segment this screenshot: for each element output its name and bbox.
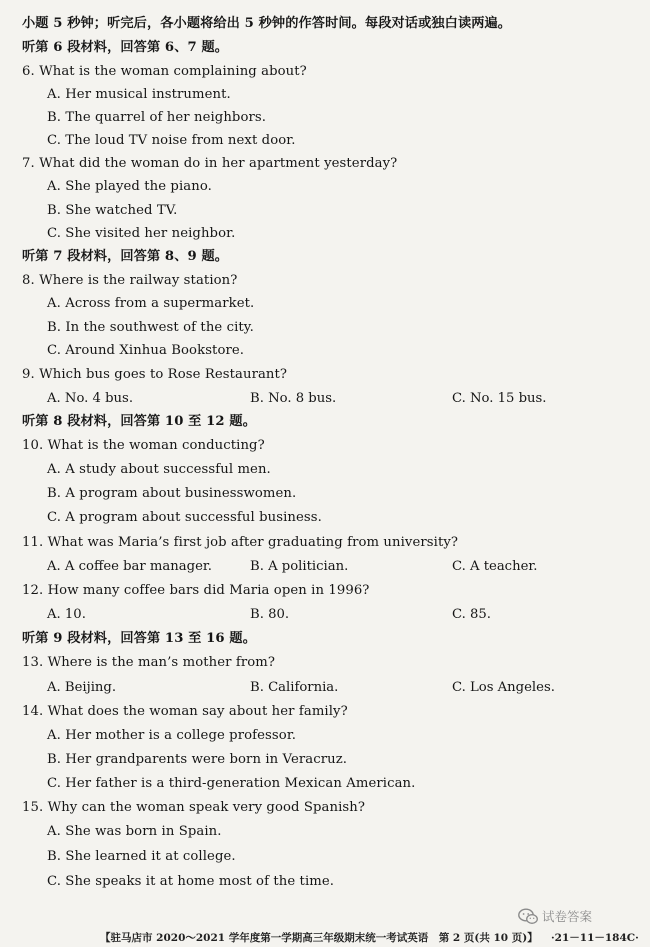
q13-option-b: B. California. bbox=[250, 680, 339, 695]
q9-option-a: A. No. 4 bus. bbox=[47, 391, 134, 406]
q13-option-a: A. Beijing. bbox=[47, 680, 117, 695]
q14-option-a: A. Her mother is a college professor. bbox=[47, 728, 297, 743]
q7-option-b: B. She watched TV. bbox=[47, 203, 178, 218]
question-11: 11. What was Maria’s first job after graduating from university? bbox=[22, 535, 459, 550]
q12-option-c: C. 85. bbox=[452, 607, 491, 622]
q11-option-c: C. A teacher. bbox=[452, 559, 538, 574]
q15-option-a: A. She was born in Spain. bbox=[47, 824, 222, 839]
q15-option-c: C. She speaks it at home most of the time. bbox=[47, 874, 335, 889]
question-12: 12. How many coffee bars did Maria open in 1996? bbox=[22, 583, 370, 598]
q8-option-a: A. Across from a supermarket. bbox=[47, 296, 255, 311]
question-8: 8. Where is the railway station? bbox=[22, 273, 238, 288]
q12-option-b: B. 80. bbox=[250, 607, 290, 622]
q8-option-c: C. Around Xinhua Bookstore. bbox=[47, 343, 245, 358]
q10-option-c: C. A program about successful business. bbox=[47, 510, 322, 525]
q7-option-a: A. She played the piano. bbox=[47, 179, 212, 194]
q15-option-b: B. She learned it at college. bbox=[47, 849, 236, 864]
question-7: 7. What did the woman do in her apartment yesterday? bbox=[22, 156, 398, 171]
question-14: 14. What does the woman say about her family? bbox=[22, 704, 348, 719]
question-6: 6. What is the woman complaining about? bbox=[22, 64, 307, 79]
wechat-icon bbox=[518, 908, 538, 925]
intro-line: 小题 5 秒钟；听完后，各小题将给出 5 秒钟的作答时间。每段对话或独白读两遍。 bbox=[22, 16, 512, 31]
page-footer bbox=[0, 926, 650, 947]
section-heading-9: 听第 9 段材料，回答第 13 至 16 题。 bbox=[22, 631, 256, 646]
question-15: 15. Why can the woman speak very good Spanish? bbox=[22, 800, 366, 815]
q9-option-c: C. No. 15 bus. bbox=[452, 391, 547, 406]
q14-option-b: B. Her grandparents were born in Veracruz. bbox=[47, 752, 348, 767]
q10-option-b: B. A program about businesswomen. bbox=[47, 486, 297, 501]
q6-option-c: C. The loud TV noise from next door. bbox=[47, 133, 296, 148]
q9-option-b: B. No. 8 bus. bbox=[250, 391, 337, 406]
q6-option-a: A. Her musical instrument. bbox=[47, 87, 231, 102]
q11-option-a: A. A coffee bar manager. bbox=[47, 559, 212, 574]
q14-option-c: C. Her father is a third-generation Mexican American. bbox=[47, 776, 416, 791]
q7-option-c: C. She visited her neighbor. bbox=[47, 226, 236, 241]
question-9: 9. Which bus goes to Rose Restaurant? bbox=[22, 367, 288, 382]
question-10: 10. What is the woman conducting? bbox=[22, 438, 265, 453]
footer-code: ·21－11－184C· bbox=[551, 932, 639, 944]
q10-option-a: A. A study about successful men. bbox=[47, 462, 271, 477]
q12-option-a: A. 10. bbox=[47, 607, 86, 622]
watermark bbox=[518, 905, 592, 927]
q11-option-b: B. A politician. bbox=[250, 559, 349, 574]
section-heading-6: 听第 6 段材料，回答第 6、7 题。 bbox=[22, 40, 229, 55]
watermark-text: 试卷答案 bbox=[542, 909, 593, 924]
section-heading-7: 听第 7 段材料，回答第 8、9 题。 bbox=[22, 249, 229, 264]
q6-option-b: B. The quarrel of her neighbors. bbox=[47, 110, 267, 125]
q13-option-c: C. Los Angeles. bbox=[452, 680, 555, 695]
question-13: 13. Where is the man’s mother from? bbox=[22, 655, 276, 670]
section-heading-8: 听第 8 段材料，回答第 10 至 12 题。 bbox=[22, 414, 256, 429]
q8-option-b: B. In the southwest of the city. bbox=[47, 320, 254, 335]
footer-title: 【驻马店市 2020～2021 学年度第一学期高三年级期末统一考试英语 第 2 页(共 10 页)】 bbox=[100, 932, 538, 944]
